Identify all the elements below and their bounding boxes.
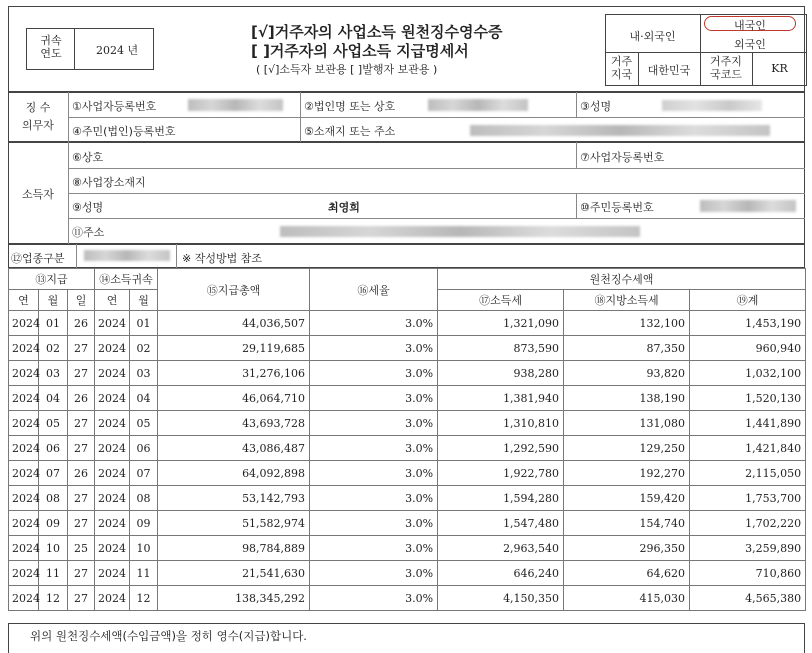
pay-month-cell: 03 [39,361,68,386]
total-amount-cell: 64,092,898 [158,461,310,486]
total-amount-cell: 43,086,487 [158,436,310,461]
tax-sum-cell: 1,453,190 [690,311,806,336]
residence-code-value: KR [771,62,788,75]
pay-month-cell: 12 [39,586,68,611]
pay-month-cell: 04 [39,386,68,411]
pay-year-cell: 2024 [9,536,39,561]
pay-day-cell: 27 [68,486,95,511]
pay-year-cell: 2024 [9,436,39,461]
local-tax-cell: 154,740 [564,511,690,536]
total-amount-cell: 53,142,793 [158,486,310,511]
tax-sum-cell: 710,860 [690,561,806,586]
income-tax-cell: 1,321,090 [438,311,564,336]
residence-code-label: 거주지 국코드 [710,55,742,81]
attribution-header: ⑭소득귀속 [95,269,158,290]
pay-day-header: 일 [68,290,95,311]
earner-name-value: 최영희 [328,201,360,214]
withholder-vline [68,92,69,142]
attr-year-cell: 2024 [95,461,130,486]
form-title-line1: [√]거주자의 사업소득 원천징수영수증 [251,23,503,41]
income-tax-cell: 1,922,780 [438,461,564,486]
earner-hline-3 [68,218,805,219]
pay-month-header: 월 [39,290,68,311]
total-amount-cell: 29,119,685 [158,336,310,361]
attr-month-cell: 08 [130,486,158,511]
earner-hline-2 [68,193,805,194]
nationality-option-domestic: 내국인 [734,19,766,32]
attr-year-cell: 2024 [95,386,130,411]
table-row [9,336,806,361]
pay-day-cell: 26 [68,386,95,411]
withholder-section-label: 징 수 의무자 [22,101,54,132]
tax-rate-cell: 3.0% [310,336,438,361]
income-tax-cell: 1,381,940 [438,386,564,411]
total-amount-cell: 46,064,710 [158,386,310,411]
pay-month-cell: 05 [39,411,68,436]
attr-month-cell: 01 [130,311,158,336]
attr-month-cell: 03 [130,361,158,386]
earner-biz-address-label: ⑧사업장소재지 [72,176,146,189]
withholding-header: 원천징수세액 [438,269,806,290]
tax-sum-cell: 1,702,220 [690,511,806,536]
tax-sum-cell: 1,753,700 [690,486,806,511]
footer-statement: 위의 원천징수세액(수입금액)을 정히 영수(지급)합니다. [30,629,307,643]
total-amount-cell: 43,693,728 [158,411,310,436]
pay-day-cell: 26 [68,461,95,486]
tax-rate-cell: 3.0% [310,436,438,461]
local-tax-header: ⑱지방소득세 [564,290,690,311]
year-label: 귀속 연도 [40,34,62,60]
attr-month-header: 월 [130,290,158,311]
residence-label: 거주 지국 [610,55,633,81]
pay-year-cell: 2024 [9,361,39,386]
pay-month-cell: 11 [39,561,68,586]
pay-year-cell: 2024 [9,511,39,536]
industry-code-redacted [84,250,170,261]
local-tax-cell: 132,100 [564,311,690,336]
withholder-corp-reg-label: ④주민(법인)등록번호 [72,125,176,138]
attr-year-cell: 2024 [95,311,130,336]
attr-month-cell: 06 [130,436,158,461]
tax-rate-cell: 3.0% [310,386,438,411]
tax-sum-cell: 1,421,840 [690,436,806,461]
attr-year-cell: 2024 [95,486,130,511]
tax-rate-cell: 3.0% [310,586,438,611]
pay-year-cell: 2024 [9,561,39,586]
industry-note: ※ 작성방법 참조 [182,252,262,265]
pay-day-cell: 26 [68,311,95,336]
sum-header: ⑲계 [690,290,806,311]
tax-sum-cell: 1,441,890 [690,411,806,436]
total-amount-cell: 44,036,507 [158,311,310,336]
table-row [9,461,806,486]
attr-month-cell: 07 [130,461,158,486]
table-row [9,311,806,336]
form-title-line2: [ ]거주자의 사업소득 지급명세서 [251,42,469,60]
pay-month-cell: 08 [39,486,68,511]
pay-year-cell: 2024 [9,311,39,336]
local-tax-cell: 159,420 [564,486,690,511]
tax-rate-cell: 3.0% [310,461,438,486]
withholder-biz-reg-redacted [188,99,283,111]
table-row [9,586,806,611]
income-tax-cell: 1,594,280 [438,486,564,511]
pay-year-cell: 2024 [9,411,39,436]
income-tax-cell: 4,150,350 [438,586,564,611]
attr-month-cell: 04 [130,386,158,411]
income-tax-cell: 938,280 [438,361,564,386]
withholder-address-redacted [470,125,770,136]
attr-year-cell: 2024 [95,361,130,386]
total-amount-cell: 138,345,292 [158,586,310,611]
tax-rate-cell: 3.0% [310,361,438,386]
earner-vline-2 [576,142,577,168]
tax-rate-cell: 3.0% [310,411,438,436]
tax-sum-cell: 1,032,100 [690,361,806,386]
tax-rate-cell: 3.0% [310,536,438,561]
income-tax-header: ⑰소득세 [438,290,564,311]
tax-sum-cell: 3,259,890 [690,536,806,561]
local-tax-cell: 131,080 [564,411,690,436]
withholder-vline-3 [576,92,577,117]
tax-sum-cell: 4,565,380 [690,586,806,611]
table-row [9,486,806,511]
earner-hline-1 [68,168,805,169]
income-tax-cell: 873,590 [438,336,564,361]
form-title-line3: ( [√]소득자 보관용 [ ]발행자 보관용 ) [256,63,438,76]
earner-biz-reg-label: ⑦사업자등록번호 [580,151,665,164]
income-tax-cell: 1,310,810 [438,411,564,436]
earner-trade-name-label: ⑥상호 [72,151,104,164]
total-amount-cell: 31,276,106 [158,361,310,386]
earner-address-redacted [280,226,640,237]
pay-year-cell: 2024 [9,586,39,611]
withholder-vline-2 [300,92,301,142]
pay-day-cell: 27 [68,361,95,386]
income-tax-cell: 1,547,480 [438,511,564,536]
attr-month-cell: 02 [130,336,158,361]
pay-day-cell: 27 [68,436,95,461]
table-row [9,561,806,586]
tax-sum-cell: 960,940 [690,336,806,361]
local-tax-cell: 138,190 [564,386,690,411]
tax-sum-cell: 1,520,130 [690,386,806,411]
earner-address-label: ⑪주소 [72,226,105,239]
pay-day-cell: 25 [68,536,95,561]
pay-year-cell: 2024 [9,386,39,411]
attr-month-cell: 11 [130,561,158,586]
pay-day-cell: 27 [68,586,95,611]
withholder-company-redacted [428,99,528,111]
earner-resident-no-label: ⑩주민등록번호 [580,201,654,214]
total-header: ⑮지급총액 [158,269,310,311]
pay-year-cell: 2024 [9,336,39,361]
year-value: 2024 년 [96,44,139,57]
income-tax-cell: 1,292,590 [438,436,564,461]
local-tax-cell: 93,820 [564,361,690,386]
pay-day-cell: 27 [68,561,95,586]
local-tax-cell: 64,620 [564,561,690,586]
tax-rate-cell: 3.0% [310,511,438,536]
residence-value: 대한민국 [647,64,691,77]
pay-month-cell: 06 [39,436,68,461]
local-tax-cell: 129,250 [564,436,690,461]
table-row [9,411,806,436]
industry-vline [76,244,77,268]
earner-name-label: ⑨성명 [72,201,104,214]
withholder-company-label: ②법인명 또는 상호 [304,100,396,113]
form-outer-frame [8,6,805,92]
withholder-hline [68,117,805,118]
pay-month-cell: 09 [39,511,68,536]
pay-year-cell: 2024 [9,486,39,511]
withholder-biz-reg-label: ①사업자등록번호 [72,100,157,113]
local-tax-cell: 192,270 [564,461,690,486]
total-amount-cell: 51,582,974 [158,511,310,536]
income-tax-cell: 2,963,540 [438,536,564,561]
withholder-address-label: ⑤소재지 또는 주소 [304,125,396,138]
attr-month-cell: 05 [130,411,158,436]
payment-header: ⑬지급 [9,269,95,290]
nationality-label: 내·외국인 [629,30,676,43]
local-tax-cell: 415,030 [564,586,690,611]
earner-resident-no-redacted [700,200,796,212]
pay-month-cell: 02 [39,336,68,361]
pay-day-cell: 27 [68,511,95,536]
pay-month-cell: 01 [39,311,68,336]
attr-month-cell: 12 [130,586,158,611]
table-row [9,536,806,561]
pay-month-cell: 10 [39,536,68,561]
pay-day-cell: 27 [68,336,95,361]
table-row [9,361,806,386]
attr-year-cell: 2024 [95,336,130,361]
tax-rate-cell: 3.0% [310,561,438,586]
attr-month-cell: 10 [130,536,158,561]
earner-vline-3 [576,193,577,218]
pay-year-cell: 2024 [9,461,39,486]
payment-table [8,268,806,611]
pay-day-cell: 27 [68,411,95,436]
income-tax-cell: 646,240 [438,561,564,586]
table-row [9,386,806,411]
attr-year-header: 연 [95,290,130,311]
attr-year-cell: 2024 [95,436,130,461]
rate-header: ⑯세율 [310,269,438,311]
attr-year-cell: 2024 [95,561,130,586]
table-row [9,436,806,461]
tax-sum-cell: 2,115,050 [690,461,806,486]
table-row [9,511,806,536]
attr-month-cell: 09 [130,511,158,536]
industry-label: ⑫업종구분 [11,252,65,265]
pay-month-cell: 07 [39,461,68,486]
local-tax-cell: 296,350 [564,536,690,561]
tax-rate-cell: 3.0% [310,311,438,336]
industry-vline-2 [176,244,177,268]
withholder-name-redacted [662,100,762,111]
total-amount-cell: 21,541,630 [158,561,310,586]
attr-year-cell: 2024 [95,586,130,611]
withholder-name-label: ③성명 [580,100,612,113]
earner-section-label: 소득자 [22,188,54,201]
attr-year-cell: 2024 [95,536,130,561]
attr-year-cell: 2024 [95,511,130,536]
pay-year-header: 연 [9,290,39,311]
attr-year-cell: 2024 [95,411,130,436]
total-amount-cell: 98,784,889 [158,536,310,561]
local-tax-cell: 87,350 [564,336,690,361]
tax-rate-cell: 3.0% [310,486,438,511]
nationality-option-foreign: 외국인 [734,38,766,51]
